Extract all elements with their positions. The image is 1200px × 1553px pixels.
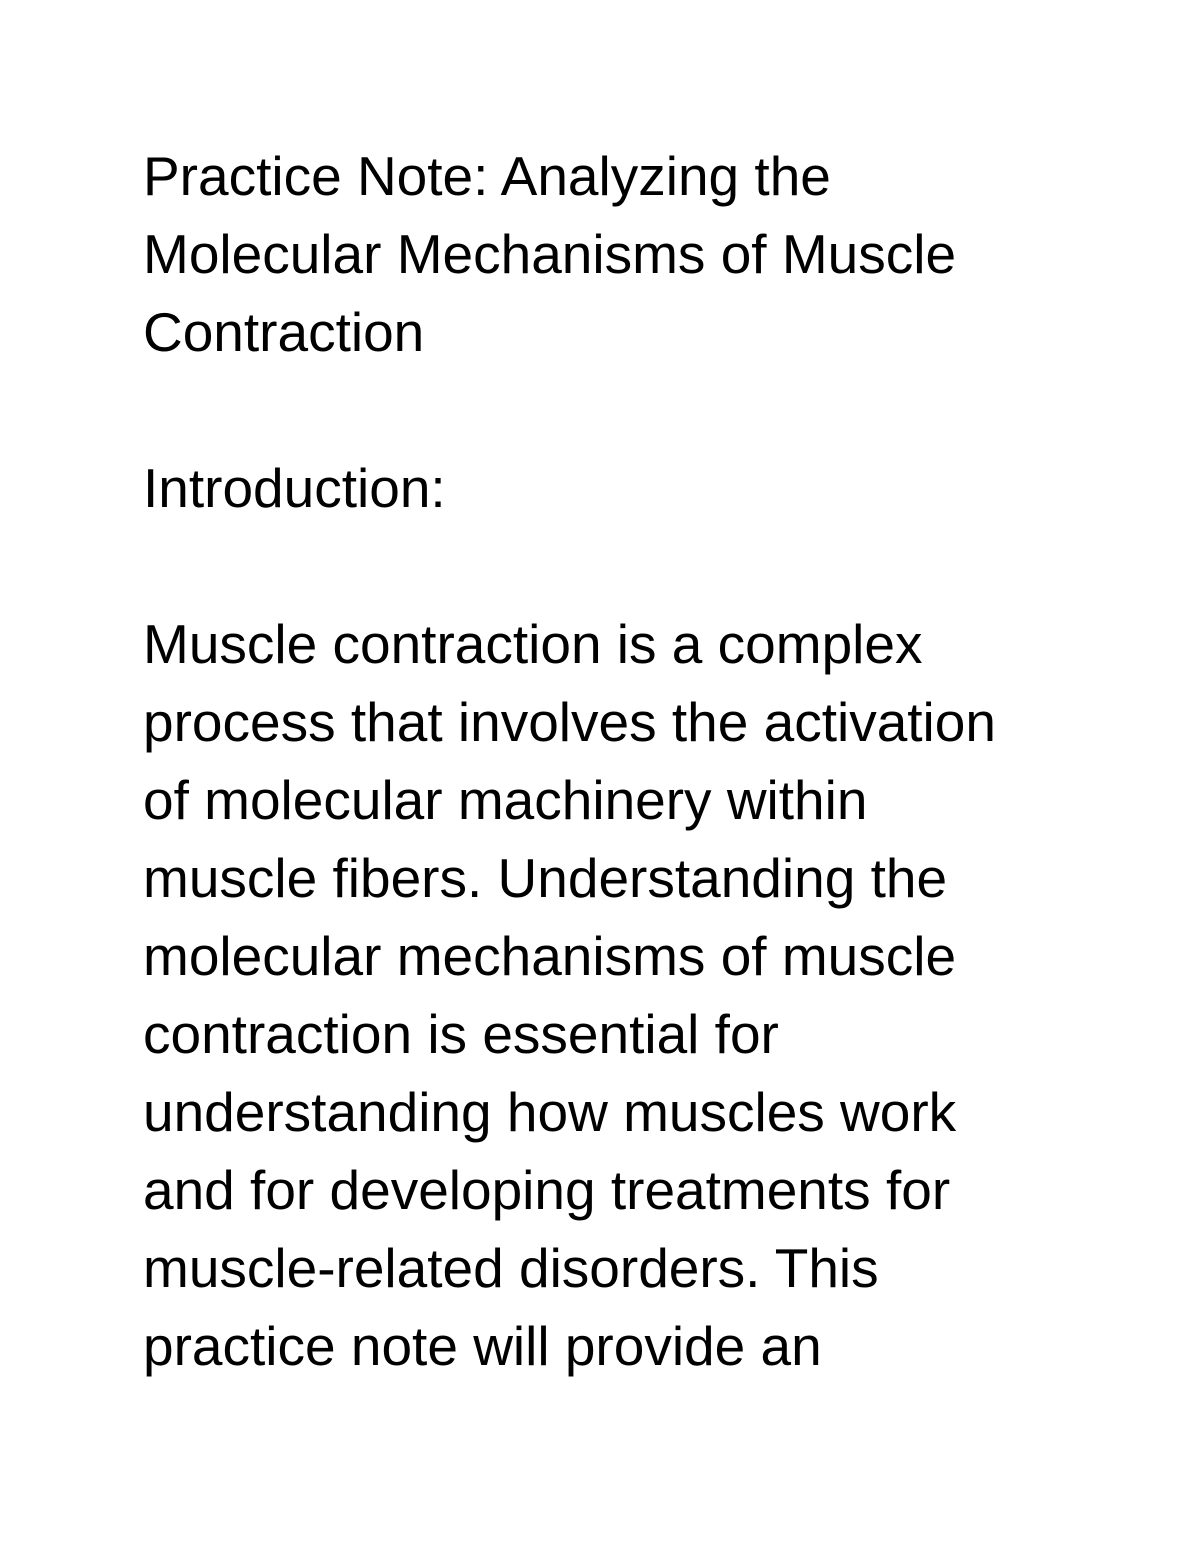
body-line: process that involves the activation (143, 691, 996, 753)
body-line: and for developing treatments for (143, 1159, 951, 1221)
body-line: contraction is essential for (143, 1003, 779, 1065)
body-line: muscle-related disorders. This (143, 1237, 879, 1299)
body-line: of molecular machinery within (143, 769, 868, 831)
title-line: Practice Note: Analyzing the (143, 145, 831, 207)
section-heading: Introduction: (143, 457, 446, 519)
title-line: Contraction (143, 301, 425, 363)
body-line: Muscle contraction is a complex (143, 613, 923, 675)
body-line: practice note will provide an (143, 1315, 822, 1377)
body-line: muscle fibers. Understanding the (143, 847, 948, 909)
title-line: Molecular Mechanisms of Muscle (143, 223, 957, 285)
body-line: molecular mechanisms of muscle (143, 925, 957, 987)
body-line: understanding how muscles work (143, 1081, 957, 1143)
